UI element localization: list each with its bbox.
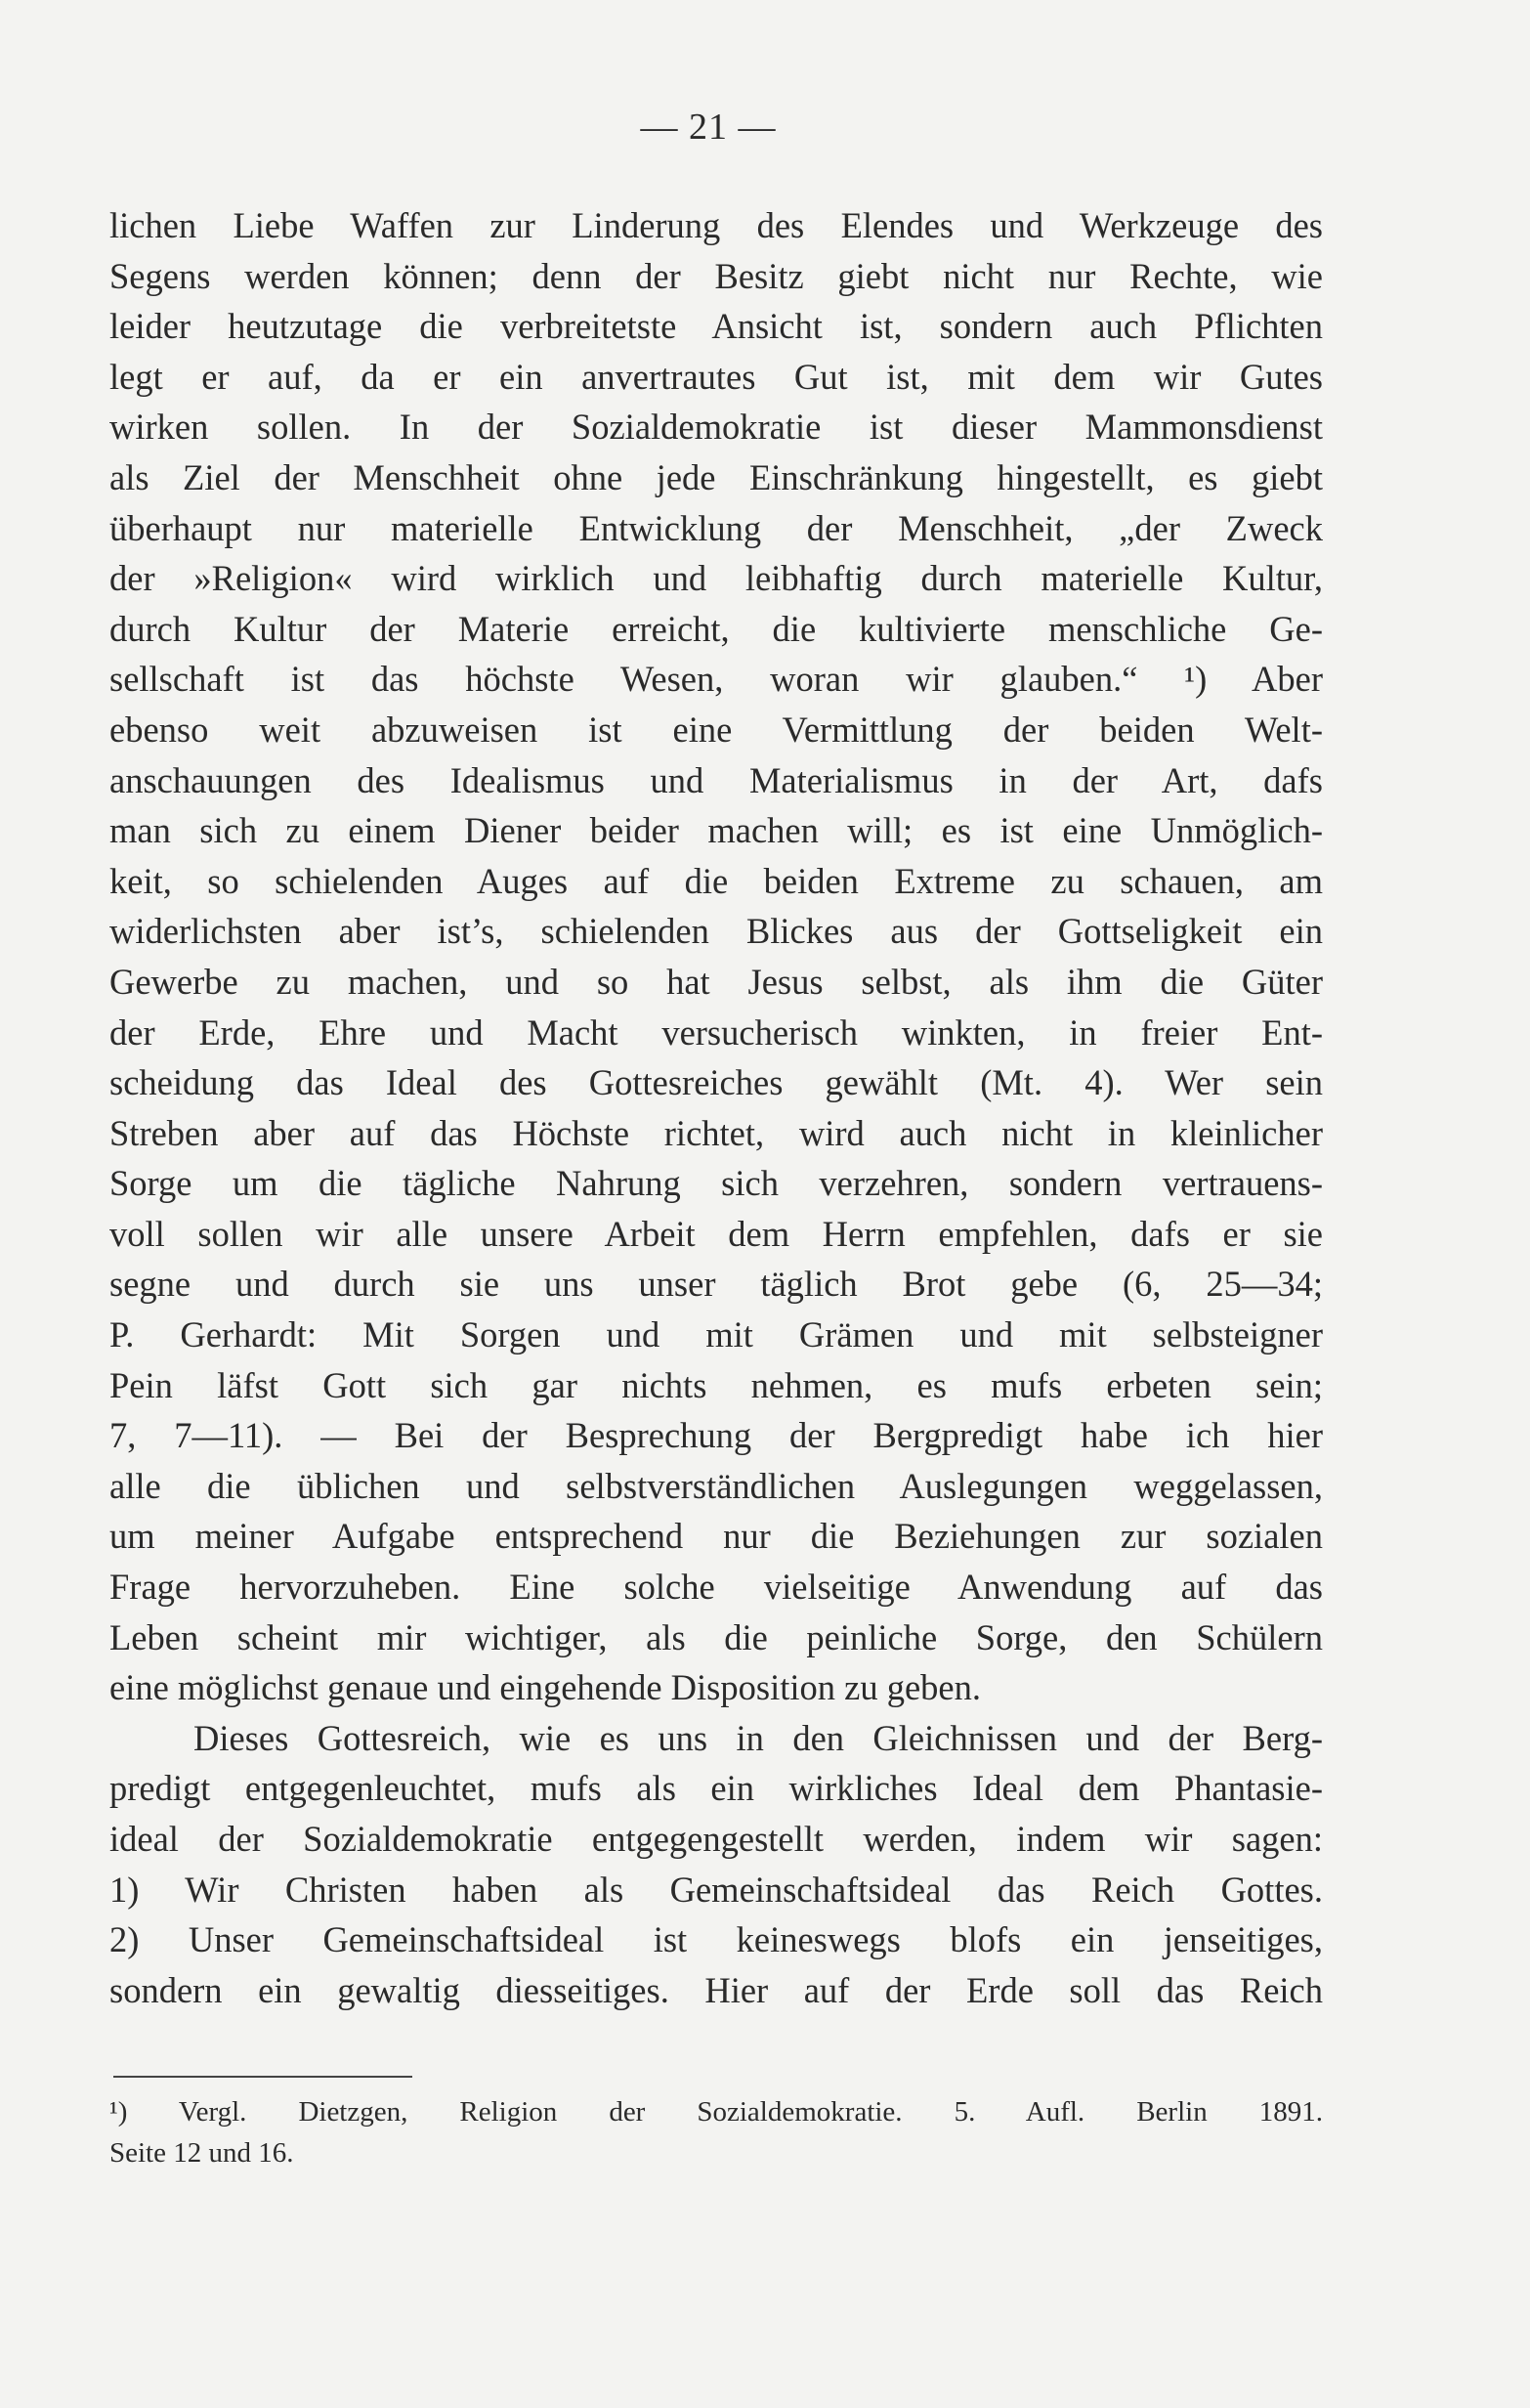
text-line: Gewerbe zu machen, und so hat Jesus selbst, als ihm die Güter (109, 961, 1323, 1002)
text-line: 7, 7—11). — Bei der Besprechung der Bergpredigt habe ich hier (109, 1415, 1323, 1456)
text-line: der Erde, Ehre und Macht versucherisch winkten, in freier Ent- (109, 1011, 1323, 1053)
text-line: voll sollen wir alle unsere Arbeit dem Herrn empfehlen, dafs er sie (109, 1213, 1323, 1254)
text-line: 1) Wir Christen haben als Gemeinschaftsideal das Reich Gottes. (109, 1869, 1323, 1910)
footnote-line: Seite 12 und 16. (109, 2137, 294, 2169)
text-line: überhaupt nur materielle Entwicklung der Menschheit, „der Zweck (109, 507, 1323, 548)
text-line: ideal der Sozialdemokratie entgegengestellt werden, indem wir sagen: (109, 1819, 1323, 1859)
text-line: als Ziel der Menschheit ohne jede Einschränkung hingestellt, es giebt (109, 456, 1323, 497)
footnotes (109, 2091, 1323, 2173)
text-line: scheidung das Ideal des Gottesreiches gewählt (Mt. 4). Wer sein (109, 1062, 1323, 1103)
text-line: um meiner Aufgabe entsprechend nur die Beziehungen zur sozialen (109, 1516, 1323, 1557)
text-line: durch Kultur der Materie erreicht, die kultivierte menschliche Ge- (109, 608, 1323, 649)
text-line: anschauungen des Idealismus und Materialismus in der Art, dafs (109, 759, 1323, 800)
text-line: widerlichsten aber ist’s, schielenden Blickes aus der Gottseligkeit ein (109, 911, 1323, 952)
text-line: P. Gerhardt: Mit Sorgen und mit Grämen und mit selbsteigner (109, 1314, 1323, 1355)
text-line: sondern ein gewaltig diesseitiges. Hier auf der Erde soll das Reich (109, 1969, 1323, 2010)
text-line: legt er auf, da er ein anvertrautes Gut ist, mit dem wir Gutes (109, 356, 1323, 397)
text-line: Frage hervorzuheben. Eine solche vielseitige Anwendung auf das (109, 1567, 1323, 1608)
text-line: wirken sollen. In der Sozialdemokratie ist dieser Mammonsdienst (109, 407, 1323, 448)
text-line: sellschaft ist das höchste Wesen, woran wir glauben.“ ¹) Aber (109, 659, 1323, 700)
text-line: Sorge um die tägliche Nahrung sich verzehren, sondern vertrauens- (109, 1163, 1323, 1204)
text-line: Leben scheint mir wichtiger, als die peinliche Sorge, den Schülern (109, 1616, 1323, 1657)
text-line: der »Religion« wird wirklich und leibhaftig durch materielle Kultur, (109, 558, 1323, 599)
footnote-line: ¹) Vergl. Dietzgen, Religion der Sozialdemokratie. 5. Aufl. Berlin 1891. (109, 2096, 1323, 2128)
text-line: man sich zu einem Diener beider machen will; es ist eine Unmöglich- (109, 810, 1323, 851)
text-line: lichen Liebe Waffen zur Linderung des Elendes und Werkzeuge des (109, 205, 1323, 245)
text-line: Streben aber auf das Höchste richtet, wird auch nicht in kleinlicher (109, 1112, 1323, 1153)
text-line: Dieses Gottesreich, wie es uns in den Gleichnissen und der Berg- (193, 1717, 1323, 1758)
text-line: Pein läfst Gott sich gar nichts nehmen, es mufs erbeten sein; (109, 1364, 1323, 1405)
text-line: predigt entgegenleuchtet, mufs als ein wirkliches Ideal dem Phantasie- (109, 1768, 1323, 1809)
footnote-divider (113, 2076, 412, 2078)
page-number: — 21 — (640, 107, 777, 148)
main-text (109, 200, 1323, 2015)
text-line: segne und durch sie uns unser täglich Brot gebe (6, 25—34; (109, 1264, 1323, 1305)
text-line: Segens werden können; denn der Besitz giebt nicht nur Rechte, wie (109, 255, 1323, 296)
text-line: leider heutzutage die verbreitetste Ansicht ist, sondern auch Pflichten (109, 306, 1323, 347)
text-line: 2) Unser Gemeinschaftsideal ist keineswegs blofs ein jenseitiges, (109, 1919, 1323, 1960)
text-line: alle die üblichen und selbstverständlichen Auslegungen weggelassen, (109, 1465, 1323, 1506)
text-line: eine möglichst genaue und eingehende Disposition zu geben. (109, 1667, 981, 1708)
text-line: ebenso weit abzuweisen ist eine Vermittlung der beiden Welt- (109, 709, 1323, 750)
text-line: keit, so schielenden Auges auf die beiden Extreme zu schauen, am (109, 860, 1323, 901)
